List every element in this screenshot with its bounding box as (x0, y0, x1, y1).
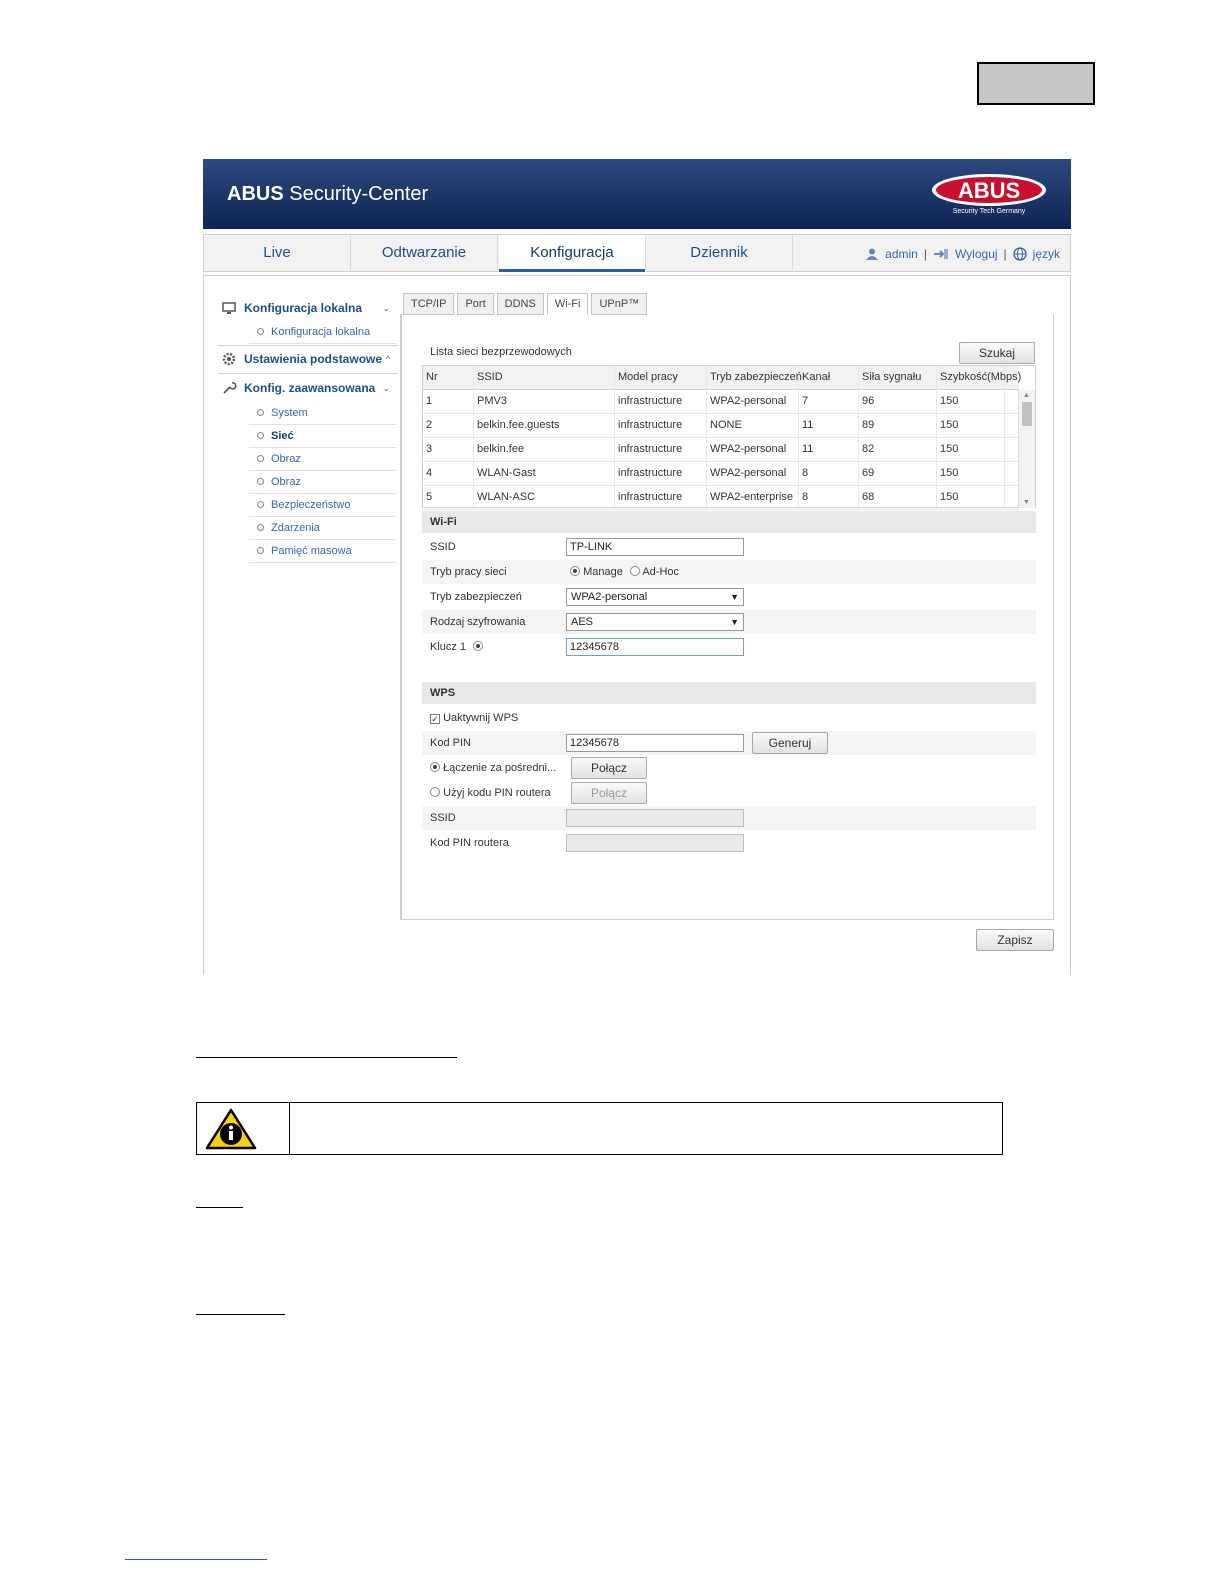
info-warning-icon (205, 1108, 257, 1150)
router-pin-label: Kod PIN routera (430, 837, 509, 849)
save-button[interactable]: Zapisz (976, 929, 1054, 951)
table-row[interactable] (423, 414, 1019, 438)
scroll-thumb[interactable] (1022, 402, 1032, 426)
table-scrollbar[interactable] (1018, 390, 1035, 508)
table-cell: WPA2-personal (707, 438, 799, 462)
tab-upnp[interactable]: UPnP™ (591, 293, 647, 315)
pin-label: Kod PIN (430, 737, 471, 749)
chevron-down-icon: ⌄ (382, 303, 390, 313)
key-label: Klucz 1 (430, 635, 483, 659)
sidebar-item-security[interactable]: Bezpieczeństwo (249, 494, 397, 517)
sidebar-item-storage[interactable]: Pamięć masowa (249, 540, 397, 563)
table-cell: infrastructure (615, 390, 707, 414)
adhoc-label: Ad-Hoc (642, 566, 680, 578)
encryption-label: Rodzaj szyfrowania (430, 616, 526, 628)
chevron-down-icon: ⌄ (382, 383, 390, 393)
table-cell: WPA2-personal (707, 462, 799, 486)
pin-input[interactable]: 12345678 (566, 734, 744, 752)
app-title: ABUS Security-Center (227, 183, 429, 205)
pbc-row (422, 756, 1036, 780)
table-cell: 7 (799, 390, 859, 414)
bullet-icon (257, 328, 264, 335)
table-cell: WLAN-ASC (474, 486, 615, 510)
scroll-down-icon[interactable]: ▼ (1023, 499, 1030, 506)
wps-ssid-label: SSID (430, 812, 456, 824)
sidebar-group-basic-settings[interactable]: Ustawienia podstawowe ^ (218, 346, 398, 372)
sidebar-item-system[interactable]: System (249, 402, 397, 425)
divider (289, 1103, 290, 1154)
key-radio[interactable] (473, 641, 483, 651)
encryption-row (422, 610, 1036, 634)
tab-configuration[interactable]: Konfiguracja (499, 235, 646, 272)
tab-wifi[interactable]: Wi-Fi (547, 293, 589, 315)
tab-playback[interactable]: Odtwarzanie (351, 235, 498, 272)
connect-button-disabled[interactable]: Połącz (571, 782, 647, 804)
table-cell: 96 (859, 390, 937, 414)
bullet-icon (257, 547, 264, 554)
tab-tcpip[interactable]: TCP/IP (403, 293, 454, 315)
table-cell: belkin.fee.guests (474, 414, 615, 438)
wps-ssid-row (422, 806, 1036, 830)
heading-underline (196, 1207, 243, 1208)
tab-ddns[interactable]: DDNS (497, 293, 544, 315)
table-cell: infrastructure (615, 462, 707, 486)
table-cell: 68 (859, 486, 937, 510)
table-cell: belkin.fee (474, 438, 615, 462)
table-cell: 8 (799, 462, 859, 486)
bullet-icon (257, 501, 264, 508)
user-name[interactable]: admin (885, 246, 918, 261)
table-cell: 8 (799, 486, 859, 510)
table-cell: 150 (937, 486, 1005, 510)
tab-live[interactable]: Live (204, 235, 351, 272)
table-cell: PMV3 (474, 390, 615, 414)
table-cell: 5 (423, 486, 474, 510)
abus-security-center-window (203, 159, 1071, 954)
gear-icon (222, 352, 236, 366)
table-cell: 2 (423, 414, 474, 438)
security-mode-row (422, 585, 1036, 609)
info-note-box (196, 1102, 1003, 1155)
language-link[interactable]: język (1032, 246, 1060, 261)
table-cell: 150 (937, 390, 1005, 414)
manage-radio[interactable] (570, 566, 580, 576)
wifi-section-header: Wi-Fi (422, 511, 1036, 533)
logout-icon (933, 248, 949, 260)
bullet-icon (257, 455, 264, 462)
tab-log[interactable]: Dziennik (646, 235, 793, 272)
network-mode-label: Tryb pracy sieci (430, 566, 507, 578)
logout-link[interactable]: Wyloguj (954, 246, 998, 261)
wrench-icon (222, 381, 236, 395)
search-button[interactable]: Szukaj (959, 342, 1035, 364)
table-cell: WLAN-Gast (474, 462, 615, 486)
router-pin-option-label: Użyj kodu PIN routera (430, 781, 551, 805)
table-cell: 11 (799, 414, 859, 438)
sidebar-group-local-config[interactable]: Konfiguracja lokalna ⌄ (218, 295, 398, 321)
dropdown-caret-icon: ▼ (730, 592, 739, 602)
table-cell: 89 (859, 414, 937, 438)
table-cell: 150 (937, 438, 1005, 462)
dropdown-caret-icon: ▼ (730, 617, 739, 627)
security-mode-select[interactable]: WPA2-personal ▼ (566, 588, 744, 606)
connect-button[interactable]: Połącz (571, 757, 647, 779)
heading-underline (196, 1057, 457, 1058)
column-header: Nr (423, 366, 474, 390)
tab-port[interactable]: Port (457, 293, 493, 315)
wps-ssid-input[interactable] (566, 809, 744, 827)
separator: | (923, 246, 927, 261)
column-header: Siła sygnału (859, 366, 937, 390)
abus-logo (931, 173, 1047, 215)
ssid-label: SSID (430, 541, 456, 553)
table-cell: 4 (423, 462, 474, 486)
wps-enable-checkbox[interactable]: ✓ (431, 714, 439, 724)
svg-text:Security Tech Germany: Security Tech Germany (952, 208, 1026, 215)
key-input[interactable]: 12345678 (566, 638, 744, 656)
page-number-box (977, 62, 1095, 105)
sidebar-item-local-config[interactable]: Konfiguracja lokalna (249, 321, 397, 344)
app-header (203, 159, 1071, 229)
manage-label: Manage (583, 566, 623, 578)
divider (218, 373, 398, 374)
pbc-label: Łączenie za pośredni... (430, 756, 556, 780)
table-cell: 150 (937, 414, 1005, 438)
table-cell: 3 (423, 438, 474, 462)
table-cell: 11 (799, 438, 859, 462)
wps-enable-label: ✓ Uaktywnij WPS (431, 712, 519, 724)
wps-section-header: WPS (422, 682, 1036, 704)
main-nav (203, 234, 1071, 272)
chevron-up-icon: ^ (385, 354, 390, 364)
router-pin-radio[interactable] (430, 787, 440, 797)
wifi-network-table (422, 365, 1036, 508)
table-cell: 82 (859, 438, 937, 462)
adhoc-radio[interactable] (630, 566, 640, 576)
table-cell: 150 (937, 462, 1005, 486)
table-cell: NONE (707, 414, 799, 438)
encryption-select[interactable]: AES ▼ (566, 613, 744, 631)
table-cell: infrastructure (615, 414, 707, 438)
router-pin-row (422, 831, 1036, 855)
table-cell: WPA2-personal (707, 390, 799, 414)
scroll-up-icon[interactable]: ▲ (1023, 392, 1030, 399)
column-header: Tryb zabezpieczeń (707, 366, 799, 390)
separator: | (1003, 246, 1007, 261)
table-cell: WPA2-enterprise (707, 486, 799, 510)
heading-underline (196, 1314, 285, 1315)
ssid-row (422, 535, 1036, 559)
sidebar-item-events[interactable]: Zdarzenia (249, 517, 397, 540)
wifi-list-title: Lista sieci bezprzewodowych (430, 346, 572, 358)
pbc-radio[interactable] (430, 762, 440, 772)
bullet-icon (257, 478, 264, 485)
bullet-icon (257, 432, 264, 439)
sidebar-item-image-2[interactable]: Obraz (249, 471, 397, 494)
table-cell: infrastructure (615, 438, 707, 462)
pin-row (422, 731, 1036, 755)
table-row[interactable] (423, 486, 1019, 510)
user-icon (865, 247, 879, 261)
svg-text:ABUS: ABUS (957, 178, 1021, 203)
sidebar-item-image[interactable]: Obraz (249, 448, 397, 471)
column-header: Kanał (799, 366, 859, 390)
column-header: Szybkość(Mbps) (937, 366, 1005, 390)
footer-link-underline (125, 1559, 267, 1560)
table-row[interactable] (423, 390, 1019, 414)
sidebar-item-network[interactable]: Sieć (249, 425, 397, 448)
monitor-icon (222, 301, 236, 315)
generate-button[interactable]: Generuj (752, 732, 828, 754)
column-header: Model pracy (615, 366, 707, 390)
security-mode-label: Tryb zabezpieczeń (430, 591, 522, 603)
sidebar-group-advanced-config[interactable]: Konfig. zaawansowana ⌄ (218, 375, 398, 401)
table-row[interactable] (423, 462, 1019, 486)
key-row (422, 635, 1036, 659)
table-cell: 1 (423, 390, 474, 414)
network-mode-row (422, 560, 1036, 584)
router-pin-input[interactable] (566, 834, 744, 852)
table-cell: 69 (859, 462, 937, 486)
ssid-input[interactable]: TP-LINK (566, 538, 744, 556)
column-header: SSID (474, 366, 615, 390)
bullet-icon (257, 409, 264, 416)
globe-icon (1013, 247, 1027, 261)
table-header (423, 366, 1022, 390)
bullet-icon (257, 524, 264, 531)
table-cell: infrastructure (615, 486, 707, 510)
router-pin-option-row (422, 781, 1036, 805)
subtabs (403, 293, 647, 315)
table-row[interactable] (423, 438, 1019, 462)
user-bar (865, 235, 1060, 272)
wps-enable-row (422, 706, 1036, 730)
